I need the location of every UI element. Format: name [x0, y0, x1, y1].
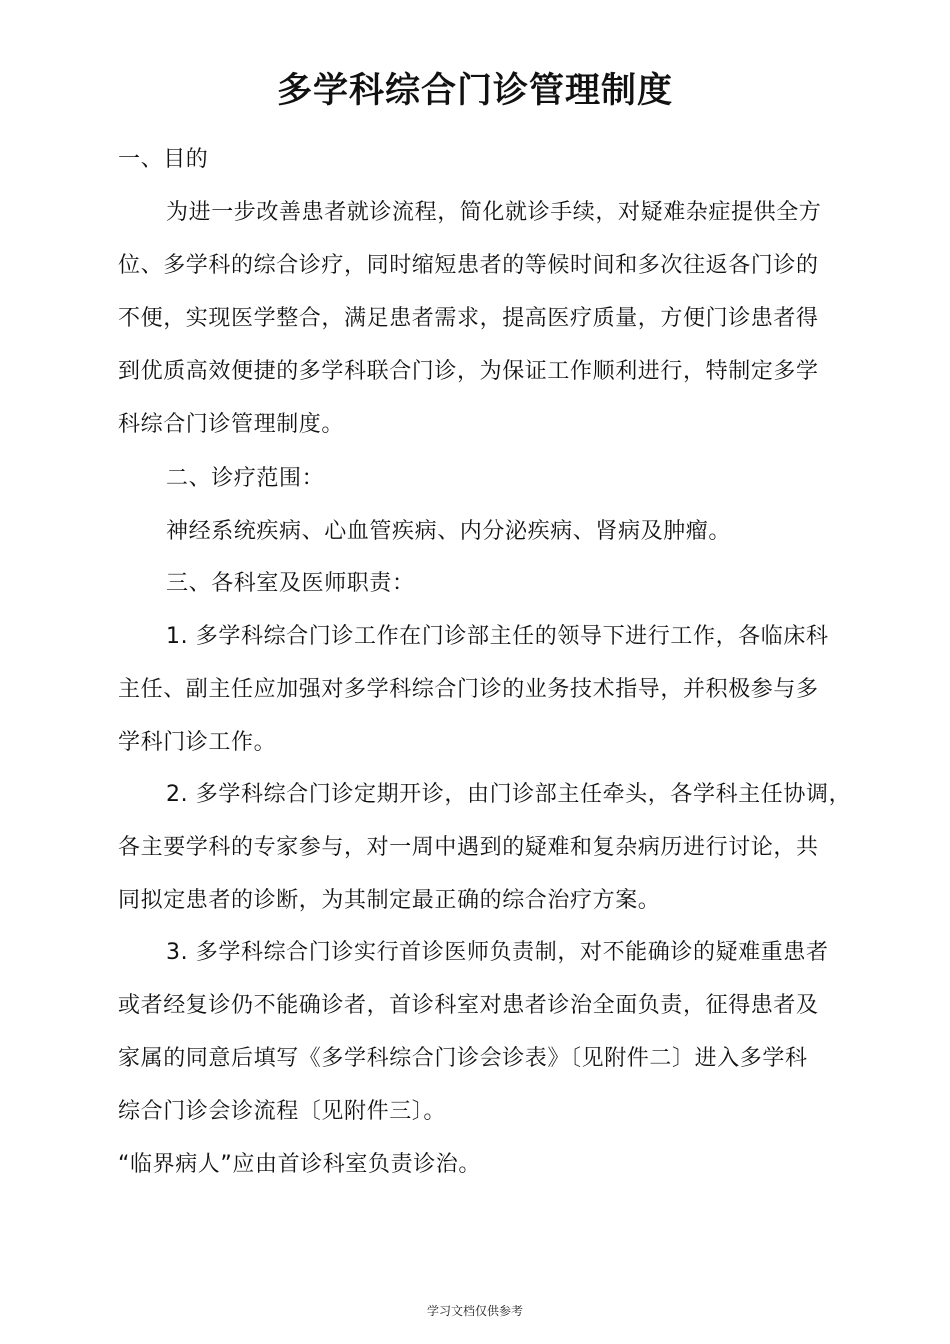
section-heading-responsibilities: 三、各科室及医师职责：	[166, 571, 415, 596]
paragraph-line: 为进一步改善患者就诊流程，简化就诊手续，对疑难杂症提供全方	[166, 200, 822, 225]
paragraph-line: 家属的同意后填写《多学科综合门诊会诊表》〔见附件二〕进入多学科	[118, 1046, 808, 1071]
paragraph-line: 不便，实现医学整合，满足患者需求，提高医疗质量，方便门诊患者得	[118, 306, 819, 331]
document-title: 多学科综合门诊管理制度	[276, 71, 673, 111]
paragraph-line: 主任、副主任应加强对多学科综合门诊的业务技术指导，并积极参与多	[118, 677, 819, 702]
section-heading-scope: 二、诊疗范围：	[166, 466, 325, 491]
section-scope	[118, 452, 842, 558]
heading-text: 一、目的	[118, 147, 209, 172]
note-text: “临界病人”应由首诊科室负责诊治。	[118, 1152, 481, 1177]
paragraph-line: 到优质高效便捷的多学科联合门诊，为保证工作顺利进行，特制定多学	[118, 359, 819, 384]
paragraph-line: 1. 多学科综合门诊工作在门诊部主任的领导下进行工作，各临床科	[166, 624, 829, 649]
paragraph-line: 3. 多学科综合门诊实行首诊医师负责制，对不能确诊的疑难重患者	[166, 940, 829, 965]
paragraph-line: 位、多学科的综合诊疗，同时缩短患者的等候时间和多次往返各门诊的	[118, 253, 819, 278]
responsibility-item-3	[118, 926, 842, 1138]
section-responsibilities	[118, 557, 842, 610]
purpose-paragraph	[118, 186, 842, 451]
paragraph-line: 各主要学科的专家参与，对一周中遇到的疑难和复杂病历进行讨论，共	[118, 835, 819, 860]
responsibility-item-1	[118, 610, 842, 769]
paragraph-line: 2. 多学科综合门诊定期开诊，由门诊部主任牵头，各学科主任协调，	[166, 782, 852, 807]
paragraph-line: 科综合门诊管理制度。	[118, 412, 345, 437]
paragraph-line: 综合门诊会诊流程〔见附件三〕。	[118, 1099, 447, 1124]
paragraph-line: 同拟定患者的诊断，为其制定最正确的综合治疗方案。	[118, 888, 661, 913]
critical-patient-note	[118, 1138, 842, 1191]
scope-content: 神经系统疾病、心血管疾病、内分泌疾病、肾病及肿瘤。	[166, 519, 732, 544]
section-heading-purpose	[118, 133, 842, 186]
paragraph-line: 学科门诊工作。	[118, 730, 277, 755]
paragraph-line: 或者经复诊仍不能确诊者，首诊科室对患者诊治全面负责，征得患者及	[118, 993, 819, 1018]
responsibility-item-2	[118, 768, 852, 927]
page-footer: 学习文档仅供参考	[426, 1304, 523, 1318]
